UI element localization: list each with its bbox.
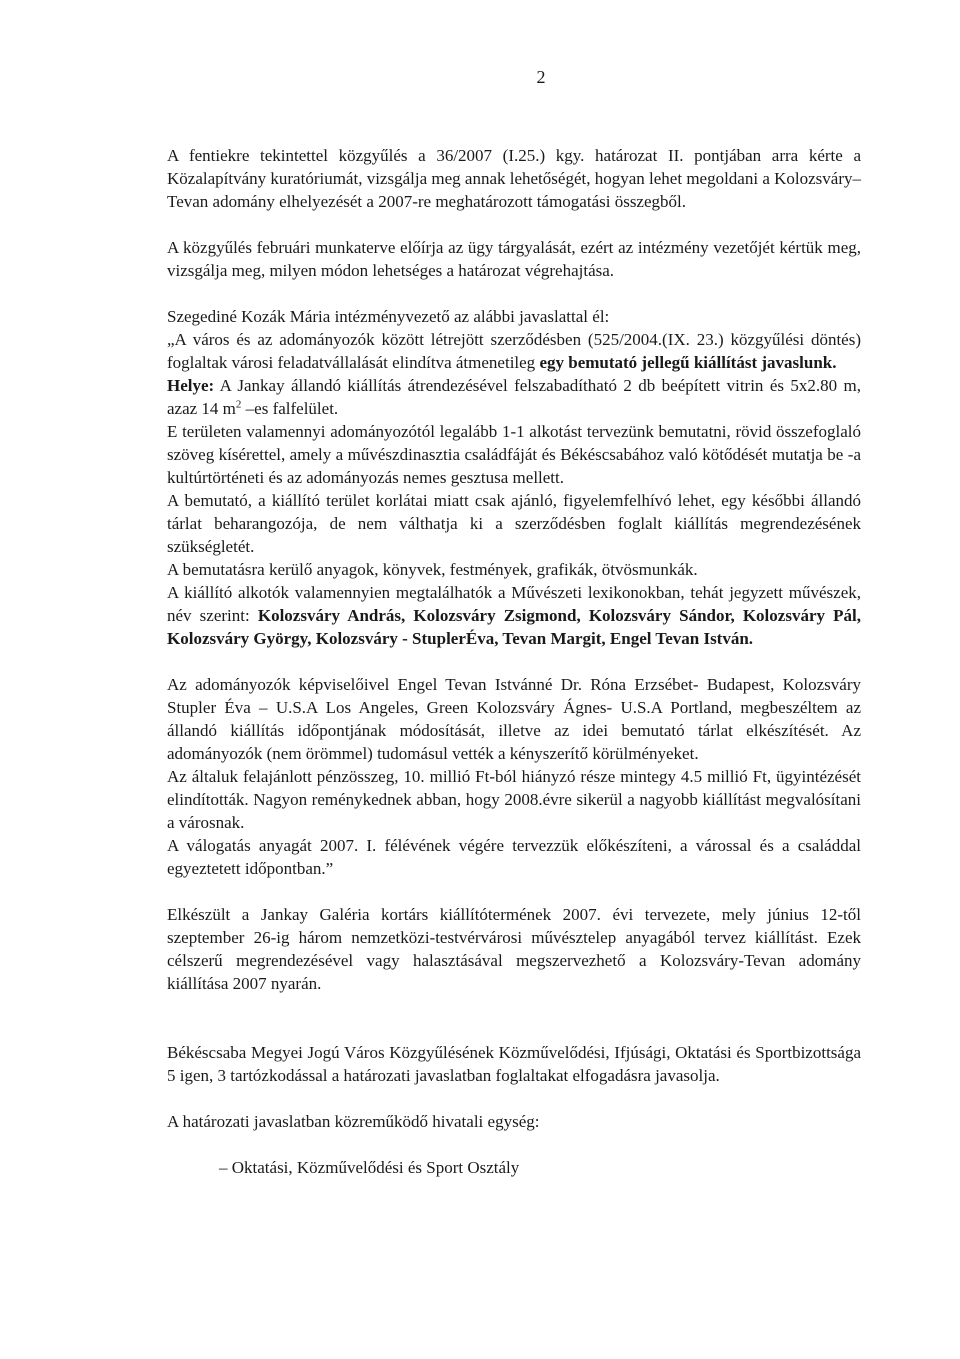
paragraph-2: A közgyűlés februári munkaterve előírja az ügy tárgyalását, ezért az intézmény vezetőjét kértük meg, vizsgálja meg, milyen módon lehetséges a határozat végrehajtása. [167,238,861,280]
paragraph-6: A bemutató, a kiállító terület korlátai miatt csak ajánló, figyelemfelhívó lehet, egy későbbi állandó tárlat beharangozója, de nem válthatja ki a szerződésben foglalt kiállítás megrendezésének szükségletét. [167,491,861,556]
quote-bold: egy bemutató jellegű kiállítást javaslunk. [539,353,837,372]
spacer [167,213,861,236]
location-label: Helye: [167,376,215,395]
paragraph-location [167,374,861,420]
artists-names: Kolozsváry András, Kolozsváry Zsigmond, Kolozsváry Sándor, Kolozsváry Pál, Kolozsváry György, Kolozsváry - StuplerÉva, Tevan Margit, Engel Tevan István. [167,606,861,648]
quote-text: „A város és az adományozók között létrejött szerződésben (525/2004.(IX. 23.) közgyűlési döntés) foglaltak városi feladatvállalását elindítva átmenetileg [167,330,861,372]
paragraph-artists [167,581,861,650]
spacer [167,995,861,1041]
spacer [167,880,861,903]
paragraph-13: Békéscsaba Megyei Jogú Város Közgyűlésének Közművelődési, Ifjúsági, Oktatási és Sportbizottsága 5 igen, 3 tartózkodással a határozati javaslatban foglaltakat elfogadásra javasolja. [167,1043,861,1085]
spacer [167,1133,861,1156]
paragraph-12: Elkészült a Jankay Galéria kortárs kiállítótermének 2007. évi tervezete, mely június 12-től szeptember 26-ig három nemzetközi-testvérvárosi művésztelep anyagából tervez kiállítást. Ezek célszerű megrendezésével vagy halasztásával megszervezhető a Kolozsváry-Tevan adomány kiállítása 2007 nyarán. [167,905,861,993]
page-number: 2 [536,67,546,87]
spacer [167,1087,861,1110]
spacer [167,282,861,305]
paragraph-14: A határozati javaslatban közreműködő hivatali egység: [167,1112,540,1131]
document-body [167,144,861,1179]
paragraph-9: Az adományozók képviselőivel Engel Tevan Istvánné Dr. Róna Erzsébet- Budapest, Kolozsváry Stupler Éva – U.S.A Los Angeles, Green Kolozsváry Ágnes- U.S.A Portland, megbeszéltem az állandó kiállítás időpontjának módosítását, illetve az idei bemutató tárlat elkészítését. Az adományozók (nem örömmel) tudomásul vették a kényszerítő körülményeket. [167,675,861,763]
paragraph-1: A fentiekre tekintettel közgyűlés a 36/2007 (I.25.) kgy. határozat II. pontjában arra kérte a Közalapítvány kuratóriumát, vizsgálja meg annak lehetőségét, hogyan lehet megoldani a Kolozsváry–Tevan adomány elhelyezését a 2007-re meghatározott támogatási összegből. [167,146,861,211]
paragraph-11: A válogatás anyagát 2007. I. félévének végére tervezzük előkészíteni, a várossal és a családdal egyeztetett időpontban.” [167,836,861,878]
spacer [167,650,861,673]
location-text: A Jankay állandó kiállítás átrendezésével felszabadítható 2 db beépített vitrin és 5x2.80 m, azaz 14 m [167,376,861,418]
list-item: – Oktatási, Közművelődési és Sport Osztály [219,1158,520,1177]
paragraph-5: E területen valamennyi adományozótól legalább 1-1 alkotást tervezünk bemutatni, rövid összefoglaló szöveg kísérettel, amely a művészdinasztia családfáját és Békéscsabához való kötődését mutatja be -a kultúrtörténeti és az adományozás nemes gesztusa mellett. [167,422,861,487]
superscript: 2 [235,398,242,411]
paragraph-10: Az általuk felajánlott pénzösszeg, 10. millió Ft-ból hiányzó része mintegy 4.5 millió Ft, ügyintézését elindították. Nagyon reménykednek abban, hogy 2008.évre sikerül a nagyobb kiállítást megvalósítani a városnak. [167,767,861,832]
paragraph-3-quote [167,328,861,374]
paragraph-3-intro: Szegediné Kozák Mária intézményvezető az alábbi javaslattal él: [167,307,610,326]
paragraph-7: A bemutatásra kerülő anyagok, könyvek, festmények, grafikák, ötvösmunkák. [167,560,698,579]
location-text-end: –es falfelület. [241,399,339,418]
artists-intro: A kiállító alkotók valamennyien megtalálhatók a Művészeti lexikonokban, tehát jegyzett művészek, név szerint: [167,583,861,625]
